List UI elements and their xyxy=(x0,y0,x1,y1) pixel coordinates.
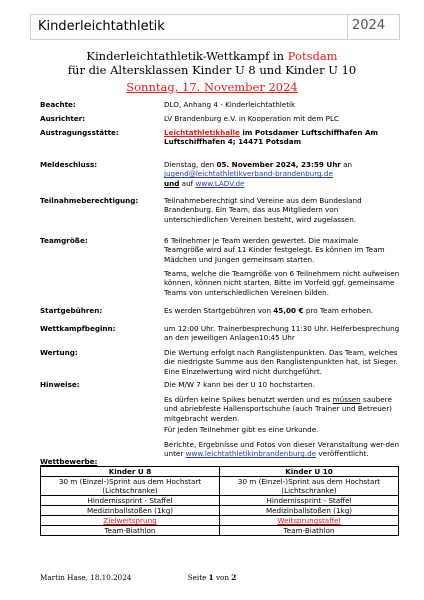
header-divider xyxy=(347,14,348,40)
deadline-suffix: an xyxy=(340,160,353,169)
competitions-label: Wettbewerbe: xyxy=(40,457,98,466)
deadline-date: 05. November 2024, 23:59 Uhr xyxy=(216,160,341,169)
notes-2-suffix: saubere und abriebfeste Hallensportschuhe (auch Trainer und Betreuer) mitgebracht werden. xyxy=(164,395,392,423)
competitions-table xyxy=(40,466,399,536)
table-cell: Medizinballstoßen (1kg) xyxy=(220,506,399,516)
header-year: 2024 xyxy=(352,18,386,33)
fee-label: Startgebühren: xyxy=(40,306,103,315)
heading-line-1 xyxy=(20,49,404,64)
page-current: 1 xyxy=(208,573,214,582)
table-cell-highlight: Zielweitsprung xyxy=(41,516,220,526)
fee-prefix: Es werden Startgebühren von xyxy=(164,306,274,315)
deadline-prefix: Dienstag, den xyxy=(164,160,217,169)
table-row xyxy=(41,506,399,516)
table-cell: Team-Biathlon xyxy=(220,526,399,536)
table-cell: 30 m (Einzel-)Sprint aus dem Hochstart (Lichtschranke) xyxy=(41,477,220,496)
notes-4-prefix: Berichte, Ergebnisse und Fotos von dieser Veranstaltung wer-den unter xyxy=(164,440,400,459)
beachte-value: DLO, Anhang 4 - Kinderleichtathletik xyxy=(164,100,296,109)
page-total: 2 xyxy=(231,573,237,582)
footer-author: Martin Hase, 18.10.2024 xyxy=(40,573,132,582)
team-size-value-1: 6 Teilnehmer je Team werden gewertet. Die maximale Teamgröße wird auf 11 Kinder festgelegt. Es können im Team Mädchen und Jungen gemeinsam starten. xyxy=(164,236,385,264)
venue-link[interactable]: Leichtathletikhalle xyxy=(164,128,240,137)
deadline-and: und xyxy=(164,178,180,188)
table-row xyxy=(41,496,399,506)
beachte-label: Beachte: xyxy=(40,100,76,109)
event-date: Sonntag, 17. November 2024 xyxy=(126,80,298,94)
venue-address: im Potsdamer Luftschiffhafen Am Luftschiffhafen 4; 14471 Potsdam xyxy=(164,128,379,147)
footer-page-number xyxy=(0,573,424,582)
notes-2-emphasis: müssen xyxy=(332,395,361,404)
page-separator: von xyxy=(213,573,232,582)
start-value: um 12:00 Uhr. Trainerbesprechung 11:30 Uhr. Helferbesprechung an den jeweiligen Anlagen10:45 Uhr xyxy=(164,324,400,343)
table-header-row xyxy=(41,467,399,477)
scoring-value: Die Wertung erfolgt nach Ranglistenpunkten. Das Team, welches die niedrigste Summe aus den Ranglistenpunkten hat, ist Sieger. Eine Einzelwertung wird nicht durchgeführt. xyxy=(164,348,398,376)
fee-value xyxy=(164,306,400,315)
eligibility-value: Teilnahmeberechtigt sind Vereine aus dem Bundesland Brandenburg. Ein Team, das aus Mitgliedern von unterschiedlichen Vereinen besteht, wird zugelassen. xyxy=(164,196,362,224)
table-cell-highlight: Weitsprungstaffel xyxy=(220,516,399,526)
heading-city: Potsdam xyxy=(287,49,338,63)
table-row xyxy=(41,477,399,496)
notes-value-3: Für jeden Teilnehmer gibt es eine Urkunde. xyxy=(164,425,319,434)
deadline-on: auf xyxy=(179,178,196,188)
venue-value xyxy=(164,128,400,147)
team-size-label: Teamgröße: xyxy=(40,236,88,245)
table-row xyxy=(41,516,399,526)
table-cell: Hindernissprint - Staffel xyxy=(41,496,220,506)
table-cell: 30 m (Einzel-)Sprint aus dem Hochstart (Lichtschranke) xyxy=(220,477,399,496)
notes-value-2 xyxy=(164,395,400,423)
results-link[interactable]: www.leichtathletikinbrandenburg.de xyxy=(185,449,317,459)
heading-line-2: für die Altersklassen Kinder U 8 und Kinder U 10 xyxy=(67,63,357,77)
team-size-value-2: Teams, welche die Teamgröße von 6 Teilnehmern nicht aufweisen können, können nicht starten. Bitte im Vorfeld ggf. gemeinsame Teams von unterschiedlichen Vereinen bilden. xyxy=(164,269,400,297)
notes-value-4 xyxy=(164,440,400,459)
deadline-value xyxy=(164,160,400,188)
ausrichter-label: Ausrichter: xyxy=(40,114,86,123)
header-title: Kinderleichtathletik xyxy=(38,19,165,34)
notes-value-1: Die M/W 7 kann bei der U 10 hochstarten. xyxy=(164,380,315,389)
heading-prefix: Kinderleichtathletik-Wettkampf in xyxy=(86,49,288,63)
notes-2-prefix: Es dürfen keine Spikes benutzt werden und es xyxy=(164,395,333,404)
fee-amount: 45,00 € xyxy=(273,306,304,315)
deadline-email-link[interactable]: jugend@leichtathletikverband-brandenburg.de xyxy=(164,169,333,179)
ladv-link[interactable]: www.LADV.de xyxy=(195,178,245,188)
fee-suffix: pro Team erhoben. xyxy=(303,306,374,315)
table-cell: Team-Biathlon xyxy=(41,526,220,536)
notes-label: Hinweise: xyxy=(40,380,80,389)
table-cell: Medizinballstoßen (1kg) xyxy=(41,506,220,516)
venue-label: Austragungsstätte: xyxy=(40,128,119,137)
start-label: Wettkampfbeginn: xyxy=(40,324,116,333)
page-prefix: Seite xyxy=(187,573,209,582)
scoring-label: Wertung: xyxy=(40,348,78,357)
table-cell: Hindernissprint - Staffel xyxy=(220,496,399,506)
deadline-label: Meldeschluss: xyxy=(40,160,98,169)
eligibility-label: Teilnahmeberechtigung: xyxy=(40,196,139,205)
notes-4-suffix: veröffentlicht. xyxy=(316,449,369,459)
column-header: Kinder U 10 xyxy=(220,467,399,477)
ausrichter-value: LV Brandenburg e.V. in Kooperation mit dem PLC xyxy=(164,114,339,123)
column-header: Kinder U 8 xyxy=(41,467,220,477)
table-row xyxy=(41,526,399,536)
